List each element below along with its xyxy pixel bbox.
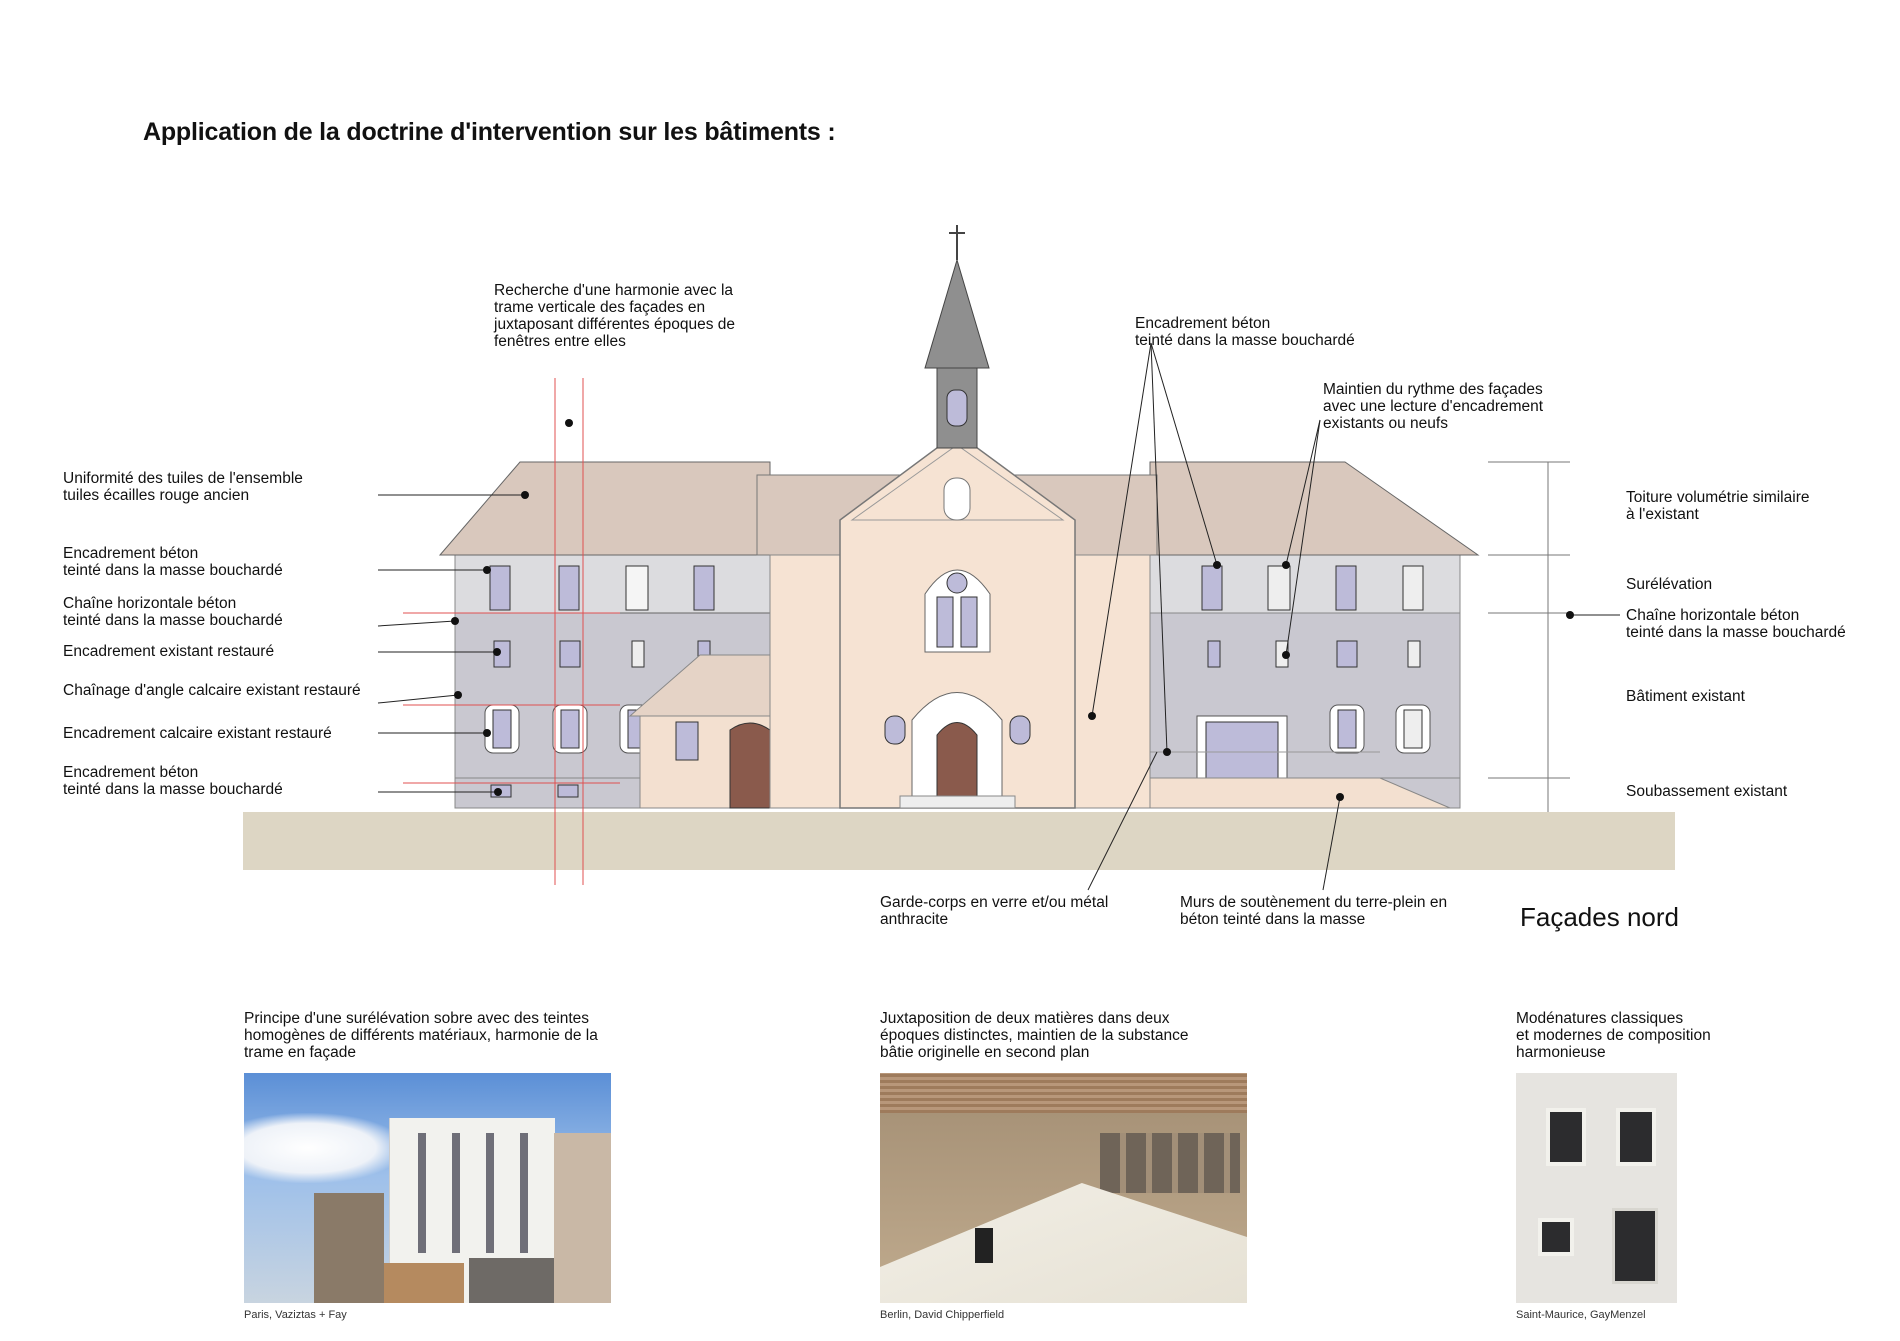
reference-caption: Principe d'une surélévation sobre avec des teintes homogènes de différents matériaux, harmonie de la trame en façade [244, 1010, 598, 1061]
annotation-roof-volume: Toiture volumétrie similaire à l'existant [1626, 489, 1810, 523]
annotation-vertical-harmony: Recherche d'une harmonie avec la trame verticale des façades en juxtaposant différentes époques de fenêtres entre elles [494, 282, 736, 350]
annotation-concrete-frame-2: Encadrement béton teinté dans la masse bouchardé [63, 764, 283, 798]
annotation-retaining-wall: Murs de soutènement du terre-plein en béton teinté dans la masse [1180, 894, 1448, 928]
annotation-concrete-frame-top: Encadrement béton teinté dans la masse bouchardé [1135, 315, 1355, 349]
annotation-roof-tiles: Uniformité des tuiles de l'ensemble tuiles écailles rouge ancien [63, 470, 303, 504]
facade-title: Façades nord [1520, 902, 1679, 932]
annotation-limestone-frame: Encadrement calcaire existant restauré [63, 725, 332, 742]
reference-caption: Juxtaposition de deux matières dans deux époques distinctes, maintien de la substance bâtie originelle en second plan [880, 1010, 1189, 1061]
annotation-horizontal-chain: Chaîne horizontale béton teinté dans la masse bouchardé [63, 595, 283, 629]
annotation-restored-frame: Encadrement existant restauré [63, 643, 275, 660]
reference-caption: Modénatures classiques et modernes de composition harmonieuse [1516, 1010, 1711, 1061]
reference-saint-maurice [1516, 1010, 1716, 1321]
reference-credit: Paris, Vaziztas + Fay [244, 1309, 347, 1321]
annotation-existing-base: Soubassement existant [1626, 783, 1788, 800]
reference-paris [244, 1010, 614, 1321]
reference-credit: Saint-Maurice, GayMenzel [1516, 1309, 1646, 1321]
ground-band [243, 812, 1675, 870]
annotation-guardrail: Garde-corps en verre et/ou métal anthracite [880, 894, 1109, 928]
annotation-existing-building: Bâtiment existant [1626, 688, 1745, 705]
reference-photo-berlin [880, 1073, 1247, 1303]
page-title: Application de la doctrine d'intervention sur les bâtiments : [143, 118, 836, 146]
right-roof [1150, 462, 1478, 555]
annotation-horizontal-chain-right: Chaîne horizontale béton teinté dans la masse bouchardé [1626, 607, 1846, 641]
left-wing [455, 555, 770, 808]
reference-photo-paris [244, 1073, 611, 1303]
annotation-raising: Surélévation [1626, 576, 1713, 593]
dimension-line [1488, 462, 1570, 812]
reference-photo-saint-maurice [1516, 1073, 1677, 1303]
annotation-corner-chain: Chaînage d'angle calcaire existant restauré [63, 682, 361, 699]
reference-credit: Berlin, David Chipperfield [880, 1309, 1005, 1321]
annotation-facade-rhythm: Maintien du rythme des façades avec une lecture d'encadrement existants ou neufs [1323, 381, 1544, 432]
annotation-concrete-frame-1: Encadrement béton teinté dans la masse bouchardé [63, 545, 283, 579]
reference-berlin [880, 1010, 1250, 1321]
chapel [757, 225, 1157, 808]
left-roof [440, 462, 770, 555]
